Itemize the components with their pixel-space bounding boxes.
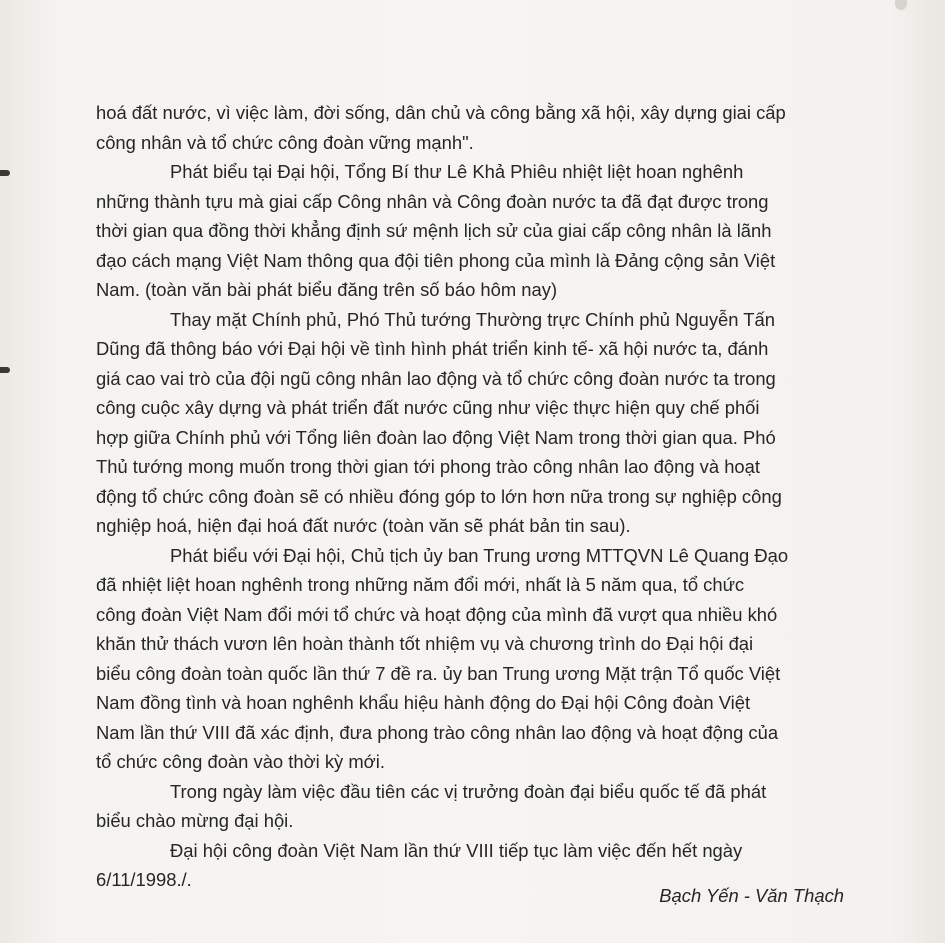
text-line: khăn thử thách vươn lên hoàn thành tốt nhiệm vụ và chương trình do Đại hội đại (96, 633, 754, 654)
article-body (96, 98, 844, 895)
paragraph (96, 777, 844, 836)
text-line: Đại hội công đoàn Việt Nam lần thứ VIII tiếp tục làm việc đến hết ngày (170, 839, 743, 861)
text-line: công cuộc xây dựng và phát triển đất nước cũng như việc thực hiện quy chế phối (96, 397, 760, 418)
text-line: động tổ chức công đoàn sẽ có nhiều đóng góp to lớn hơn nữa trong sự nghiệp công (96, 485, 782, 507)
binding-mark (0, 367, 10, 373)
binding-mark (0, 170, 10, 176)
text-line: công nhân và tổ chức công đoàn vững mạnh". (96, 131, 474, 153)
text-line: Trong ngày làm việc đầu tiên các vị trưởng đoàn đại biểu quốc tế đã phát (170, 780, 767, 802)
text-line: biểu công đoàn toàn quốc lần thứ 7 đề ra. ủy ban Trung ương Mặt trận Tổ quốc Việt (96, 662, 781, 684)
paragraph (96, 541, 844, 777)
text-line: tổ chức công đoàn vào thời kỳ mới. (96, 751, 385, 772)
paragraph (96, 98, 844, 157)
text-line: hoá đất nước, vì việc làm, đời sống, dân chủ và công bằng xã hội, xây dựng giai cấp (96, 102, 786, 123)
text-line: Dũng đã thông báo với Đại hội về tình hình phát triển kinh tế- xã hội nước ta, đánh (96, 338, 769, 359)
text-line: đã nhiệt liệt hoan nghênh trong những năm đổi mới, nhất là 5 năm qua, tổ chức (96, 574, 745, 595)
text-line: thời gian qua đồng thời khẳng định sứ mệnh lịch sử của giai cấp công nhân là lãnh (96, 220, 772, 241)
author-signature: Bạch Yến - Văn Thạch (659, 885, 844, 906)
text-line: hợp giữa Chính phủ với Tổng liên đoàn lao động Việt Nam trong thời gian qua. Phó (96, 426, 776, 448)
text-line: biểu chào mừng đại hội. (96, 810, 294, 831)
text-line: công đoàn Việt Nam đổi mới tổ chức và hoạt động của mình đã vượt qua nhiều khó (96, 603, 778, 625)
text-line: nghiệp hoá, hiện đại hoá đất nước (toàn văn sẽ phát bản tin sau). (96, 515, 631, 536)
text-line: những thành tựu mà giai cấp Công nhân và Công đoàn nước ta đã đạt được trong (96, 190, 769, 212)
paper-stain (895, 0, 907, 10)
text-line: Phát biểu với Đại hội, Chủ tịch ủy ban Trung ương MTTQVN Lê Quang Đạo (170, 544, 789, 566)
text-line: giá cao vai trò của đội ngũ công nhân lao động và tổ chức công đoàn nước ta trong (96, 367, 776, 389)
text-line: Nam lần thứ VIII đã xác định, đưa phong trào công nhân lao động và hoạt động của (96, 721, 779, 743)
paragraph (96, 157, 844, 305)
text-line: đạo cách mạng Việt Nam thông qua đội tiên phong của mình là Đảng cộng sản Việt (96, 249, 776, 271)
text-line: Nam đồng tình và hoan nghênh khẩu hiệu hành động do Đại hội Công đoàn Việt (96, 692, 751, 713)
text-line: Nam. (toàn văn bài phát biểu đăng trên số báo hôm nay) (96, 279, 558, 300)
text-line: Thủ tướng mong muốn trong thời gian tới phong trào công nhân lao động và hoạt (96, 456, 760, 477)
text-line: 6/11/1998./. (96, 869, 192, 890)
text-line: Phát biểu tại Đại hội, Tổng Bí thư Lê Khả Phiêu nhiệt liệt hoan nghênh (170, 161, 744, 182)
text-line: Thay mặt Chính phủ, Phó Thủ tướng Thường trực Chính phủ Nguyễn Tấn (170, 308, 775, 330)
paragraph (96, 305, 844, 541)
